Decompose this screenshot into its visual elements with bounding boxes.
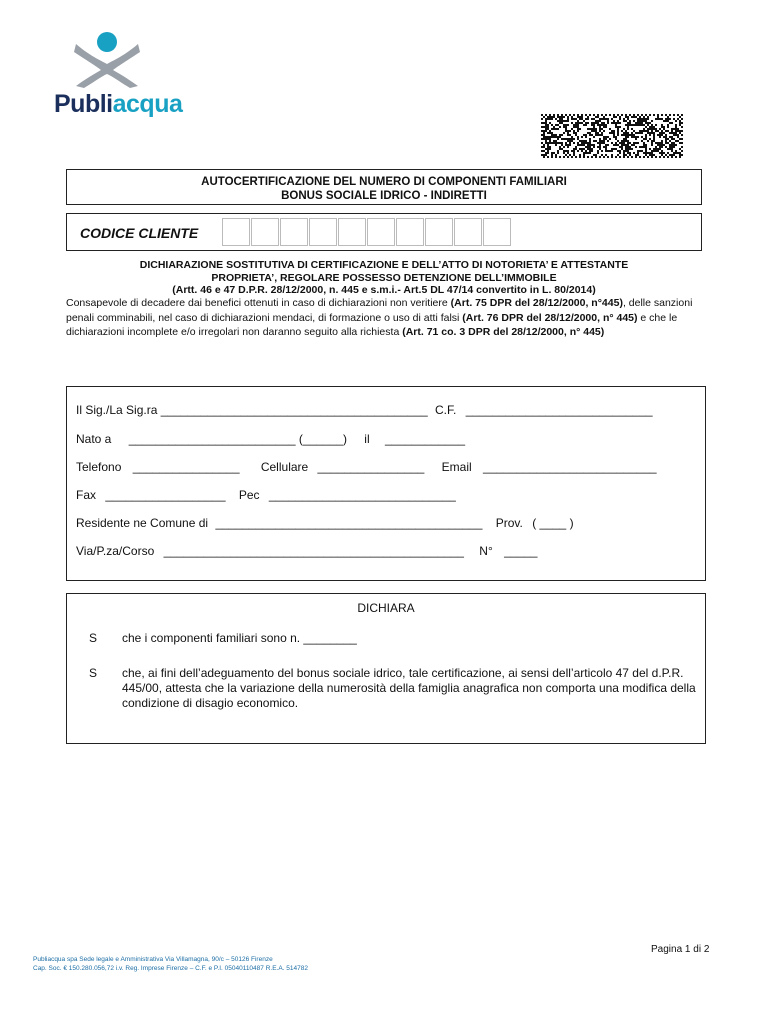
via-label: Via/P.za/Corso <box>76 544 155 558</box>
codice-cliente-cell[interactable] <box>396 218 424 246</box>
codice-cliente-cell[interactable] <box>222 218 250 246</box>
codice-cliente-cell[interactable] <box>280 218 308 246</box>
telefono-field[interactable]: ________________ <box>132 460 240 474</box>
legal-ref: (Art. 76 DPR del 28/12/2000, n° 445) <box>462 311 638 324</box>
nato-prov-field[interactable]: (______) <box>298 432 347 446</box>
form-title <box>66 169 702 205</box>
codice-cliente-cell[interactable] <box>309 218 337 246</box>
numero-field[interactable]: _____ <box>504 544 538 558</box>
declaration-text: Consapevole di decadere dai benefici ottenuti in caso di dichiarazioni non veritiere (Art. 75 DPR del 28/12/2000, n°445), delle sanzioni penali comminabili, nel caso di dichiarazioni mendaci, di formazione o uso di atti falsi (Art. 76 DPR del 28/12/2000, n° 445) e che le dichiarazioni incomplete e/o irregolari non daranno seguito alla richiesta (Art. 71 co. 3 DPR del 28/12/2000, n° 445) <box>66 297 693 338</box>
pec-label: Pec <box>238 488 260 502</box>
dichiara-title: DICHIARA <box>357 601 415 615</box>
codice-cliente-cell[interactable] <box>251 218 279 246</box>
page-number: Pagina 1 di 2 <box>651 944 710 955</box>
numero-label: N° <box>479 544 493 558</box>
codice-cliente-cells <box>222 218 512 246</box>
il-label: il <box>364 432 370 446</box>
prov-label: Prov. <box>495 516 523 530</box>
fax-field[interactable]: __________________ <box>105 488 226 502</box>
residente-label: Residente ne Comune di <box>76 516 209 530</box>
codice-cliente-cell[interactable] <box>367 218 395 246</box>
checkbox-icon[interactable]: S <box>89 666 98 680</box>
codice-cliente-box <box>66 213 702 251</box>
nato-label: Nato a <box>76 432 112 446</box>
cellulare-label: Cellulare <box>260 460 309 474</box>
publiacqua-logo <box>50 30 183 130</box>
prov-field[interactable]: ( ____ ) <box>532 516 574 530</box>
sig-label: Il Sig./La Sig.ra <box>76 403 158 417</box>
codice-cliente-label: CODICE CLIENTE <box>80 225 199 241</box>
legal-ref: (Art. 71 co. 3 DPR del 28/12/2000, n° 445) <box>402 326 605 338</box>
footer-line-2: Cap. Soc. € 150.280.056,72 i.v. Reg. Imprese Firenze – C.F. e P.I. 05040110487 R.E.A. 514782 <box>33 965 308 972</box>
fax-label: Fax <box>76 488 97 502</box>
legal-ref: (Art. 75 DPR del 28/12/2000, n°445) <box>450 297 623 309</box>
nato-field[interactable]: _________________________ <box>128 432 296 446</box>
footer-line-1: Publiacqua spa Sede legale e Amministrativa Via Villamagna, 90/c – 50126 Firenze <box>33 956 273 963</box>
il-field[interactable]: ____________ <box>384 432 466 446</box>
title-line-1: AUTOCERTIFICAZIONE DEL NUMERO DI COMPONENTI FAMILIARI <box>201 176 567 188</box>
logo-mark-icon <box>72 30 142 88</box>
title-line-2: BONUS SOCIALE IDRICO - INDIRETTI <box>281 190 487 202</box>
residente-field[interactable]: ________________________________________ <box>215 516 483 530</box>
declaration-heading-2: PROPRIETA’, REGOLARE POSSESSO DETENZIONE DELL’IMMOBILE <box>211 271 557 284</box>
pec-field[interactable]: ____________________________ <box>268 488 456 502</box>
company-footer <box>33 955 308 973</box>
checkbox-icon[interactable]: S <box>89 631 98 645</box>
declaration-heading-1: DICHIARAZIONE SOSTITUTIVA DI CERTIFICAZIONE E DELL’ATTO DI NOTORIETA’ E ATTESTANTE <box>139 259 629 271</box>
dichiara-item-1: che i componenti familiari sono n. ________ <box>122 631 357 645</box>
declaration-heading <box>66 259 702 297</box>
codice-cliente-cell[interactable] <box>454 218 482 246</box>
sig-field[interactable]: ________________________________________ <box>160 403 428 417</box>
dichiara-item-2: che, ai fini dell’adeguamento del bonus sociale idrico, tale certificazione, ai sensi dell’articolo 47 del d.P.R. 445/00, attesta che la variazione della numerosità della famiglia anagrafica non comporta una modifica della condizione di disagio economico. <box>122 666 696 710</box>
personal-data-box <box>66 386 706 581</box>
codice-cliente-cell[interactable] <box>483 218 511 246</box>
email-field[interactable]: __________________________ <box>483 460 657 474</box>
email-label: Email <box>441 460 472 474</box>
codice-cliente-cell[interactable] <box>425 218 453 246</box>
cellulare-field[interactable]: ________________ <box>317 460 425 474</box>
cf-label: C.F. <box>435 403 457 417</box>
telefono-label: Telefono <box>76 460 122 474</box>
logo-wordmark: Publiacqua <box>54 90 183 118</box>
barcode-icon <box>541 114 683 158</box>
declaration-heading-3: (Artt. 46 e 47 D.P.R. 28/12/2000, n. 445 e s.m.i.- Art.5 DL 47/14 convertito in L. 80/2014) <box>172 284 596 296</box>
via-field[interactable]: _____________________________________________ <box>163 544 464 558</box>
cf-field[interactable]: ____________________________ <box>465 403 653 417</box>
dichiara-box <box>66 593 706 744</box>
codice-cliente-cell[interactable] <box>338 218 366 246</box>
